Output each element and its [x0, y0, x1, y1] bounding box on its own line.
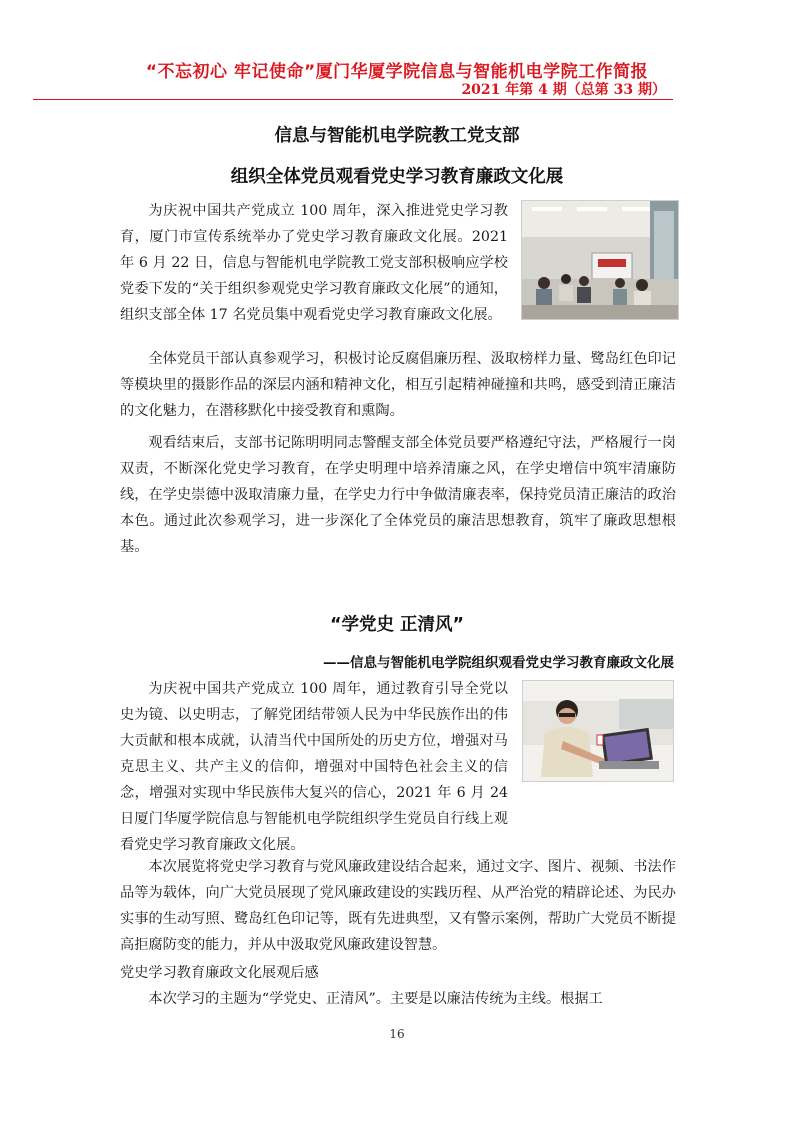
page-number: 16 [389, 1027, 405, 1041]
article1-paragraph-2: 全体党员干部认真参观学习，积极讨论反腐倡廉历程、汲取榜样力量、鹭岛红色印记等模块里的摄影作品的深层内涵和精神文化，相互引起精神碰撞和共鸣，感受到清正廉洁的文化魅力，在潜移默化中接受教育和熏陶。 [120, 351, 676, 419]
article2-paragraph-3: 本次学习的主题为“学党史、正清风”。主要是以廉洁传统为主线。根据工 [148, 991, 603, 1007]
student-laptop-photo [522, 680, 674, 782]
article1-title-line2: 组织全体党员观看党史学习教育廉政文化展 [230, 167, 564, 187]
issue-number: 2021 年第 4 期（总第 33 期） [461, 82, 666, 98]
meeting-room-photo [521, 200, 679, 320]
article2-reflection-heading: 党史学习教育廉政文化展观后感 [120, 965, 319, 981]
article2-title: “学党史 正清风” [329, 615, 465, 635]
article2-subtitle: ——信息与智能机电学院组织观看党史学习教育廉政文化展 [323, 655, 674, 671]
article1-paragraph-3: 观看结束后，支部书记陈明明同志警醒支部全体党员要严格遵纪守法，严格履行一岗双责，不断深化党史学习教育，在学史明理中培养清廉之风，在学史增信中筑牢清廉防线，在学史崇德中汲取清廉力量，在学史力行中争做清廉表率，保持党员清正廉洁的政治本色。通过此次参观学习，进一步深化了全体党员的廉洁思想教育，筑牢了廉政思想根基。 [120, 435, 676, 555]
article1-paragraph-1: 为庆祝中国共产党成立 100 周年，深入推进党史学习教育，厦门市宣传系统举办了党史学习教育廉政文化展。2021 年 6 月 22 日，信息与智能机电学院教工党支部积极响应学校党委下发的“关于组织参观党史学习教育廉政文化展”的通知，组织支部全体 17 名党员集中观看党史学习教育廉政文化展。 [120, 203, 508, 323]
article2-paragraph-2: 本次展览将党史学习教育与党风廉政建设结合起来，通过文字、图片、视频、书法作品等为载体，向广大党员展现了党风廉政建设的实践历程、从严治党的精辟论述、为民办实事的生动写照、鹭岛红色印记等，既有先进典型，又有警示案例，帮助广大党员不断提高拒腐防变的能力，并从中汲取党风廉政建设智慧。 [120, 859, 676, 953]
header-divider [33, 99, 673, 100]
report-title: “不忘初心 牢记使命”厦门华厦学院信息与智能机电学院工作简报 [145, 62, 649, 82]
article2-paragraph-1: 为庆祝中国共产党成立 100 周年，通过教育引导全党以史为镜、以史明志，了解党团结带领人民为中华民族作出的伟大贡献和根本成就，认清当代中国所处的历史方位，增强对马克思主义、共产主义的信仰，增强对中国特色社会主义的信念，增强对实现中华民族伟大复兴的信心，2021 年 6 月 24 日厦门华厦学院信息与智能机电学院组织学生党员自行线上观看党史学习教育廉政文化展。 [120, 681, 508, 853]
article1-title-line1: 信息与智能机电学院教工党支部 [274, 126, 520, 146]
